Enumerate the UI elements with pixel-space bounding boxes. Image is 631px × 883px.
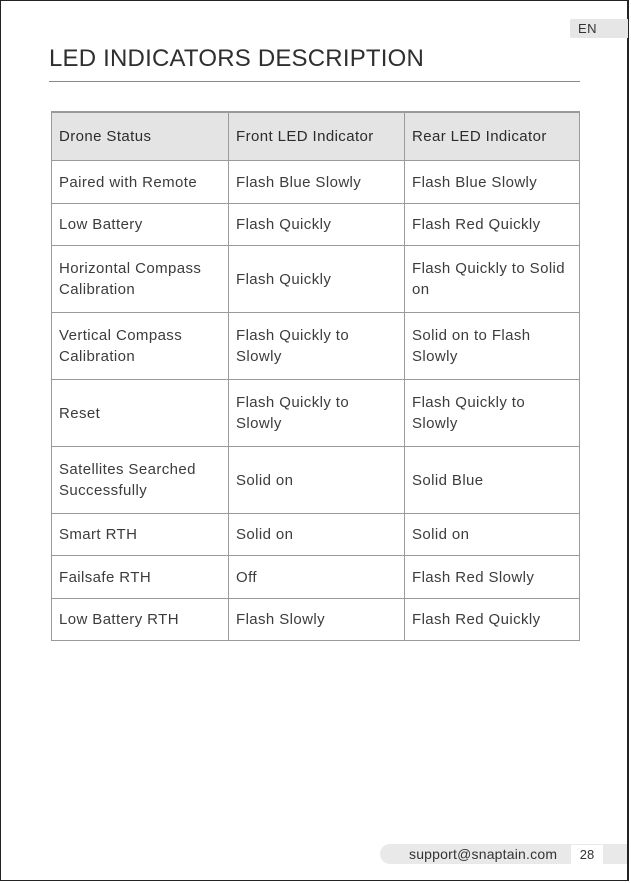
table-row [52,599,580,641]
table-row [52,380,580,447]
table-row [52,246,580,313]
led-indicator-table [51,111,580,641]
page-number: 28 [571,845,603,864]
cell-front-led: Flash Slowly [229,599,405,641]
cell-rear-led: Flash Quickly to Slowly [405,380,580,447]
table-row [52,204,580,246]
cell-rear-led: Flash Red Quickly [405,204,580,246]
cell-drone-status: Reset [52,380,229,447]
footer-bar-end [605,844,627,864]
cell-drone-status: Smart RTH [52,514,229,556]
cell-front-led: Flash Blue Slowly [229,161,405,204]
cell-drone-status: Satellites Searched Successfully [52,447,229,514]
cell-rear-led: Solid Blue [405,447,580,514]
support-email: support@snaptain.com [409,846,558,862]
table-row [52,313,580,380]
cell-drone-status: Horizontal Compass Calibration [52,246,229,313]
cell-drone-status: Vertical Compass Calibration [52,313,229,380]
table-row [52,514,580,556]
cell-front-led: Flash Quickly [229,204,405,246]
cell-rear-led: Solid on to Flash Slowly [405,313,580,380]
cell-rear-led: Flash Red Slowly [405,556,580,599]
title-divider [49,81,580,82]
table-header-row [52,112,580,161]
column-header-drone-status: Drone Status [52,112,229,161]
column-header-rear-led: Rear LED Indicator [405,112,580,161]
cell-rear-led: Flash Blue Slowly [405,161,580,204]
cell-rear-led: Solid on [405,514,580,556]
cell-front-led: Solid on [229,447,405,514]
cell-drone-status: Paired with Remote [52,161,229,204]
cell-front-led: Off [229,556,405,599]
cell-front-led: Flash Quickly to Slowly [229,380,405,447]
column-header-front-led: Front LED Indicator [229,112,405,161]
table-row [52,161,580,204]
language-tab: EN [570,19,628,38]
page-title: LED INDICATORS DESCRIPTION [49,45,425,72]
cell-front-led: Flash Quickly to Slowly [229,313,405,380]
cell-drone-status: Failsafe RTH [52,556,229,599]
table-row [52,556,580,599]
cell-rear-led: Flash Quickly to Solid on [405,246,580,313]
cell-front-led: Flash Quickly [229,246,405,313]
cell-drone-status: Low Battery [52,204,229,246]
cell-rear-led: Flash Red Quickly [405,599,580,641]
cell-drone-status: Low Battery RTH [52,599,229,641]
table-row [52,447,580,514]
cell-front-led: Solid on [229,514,405,556]
